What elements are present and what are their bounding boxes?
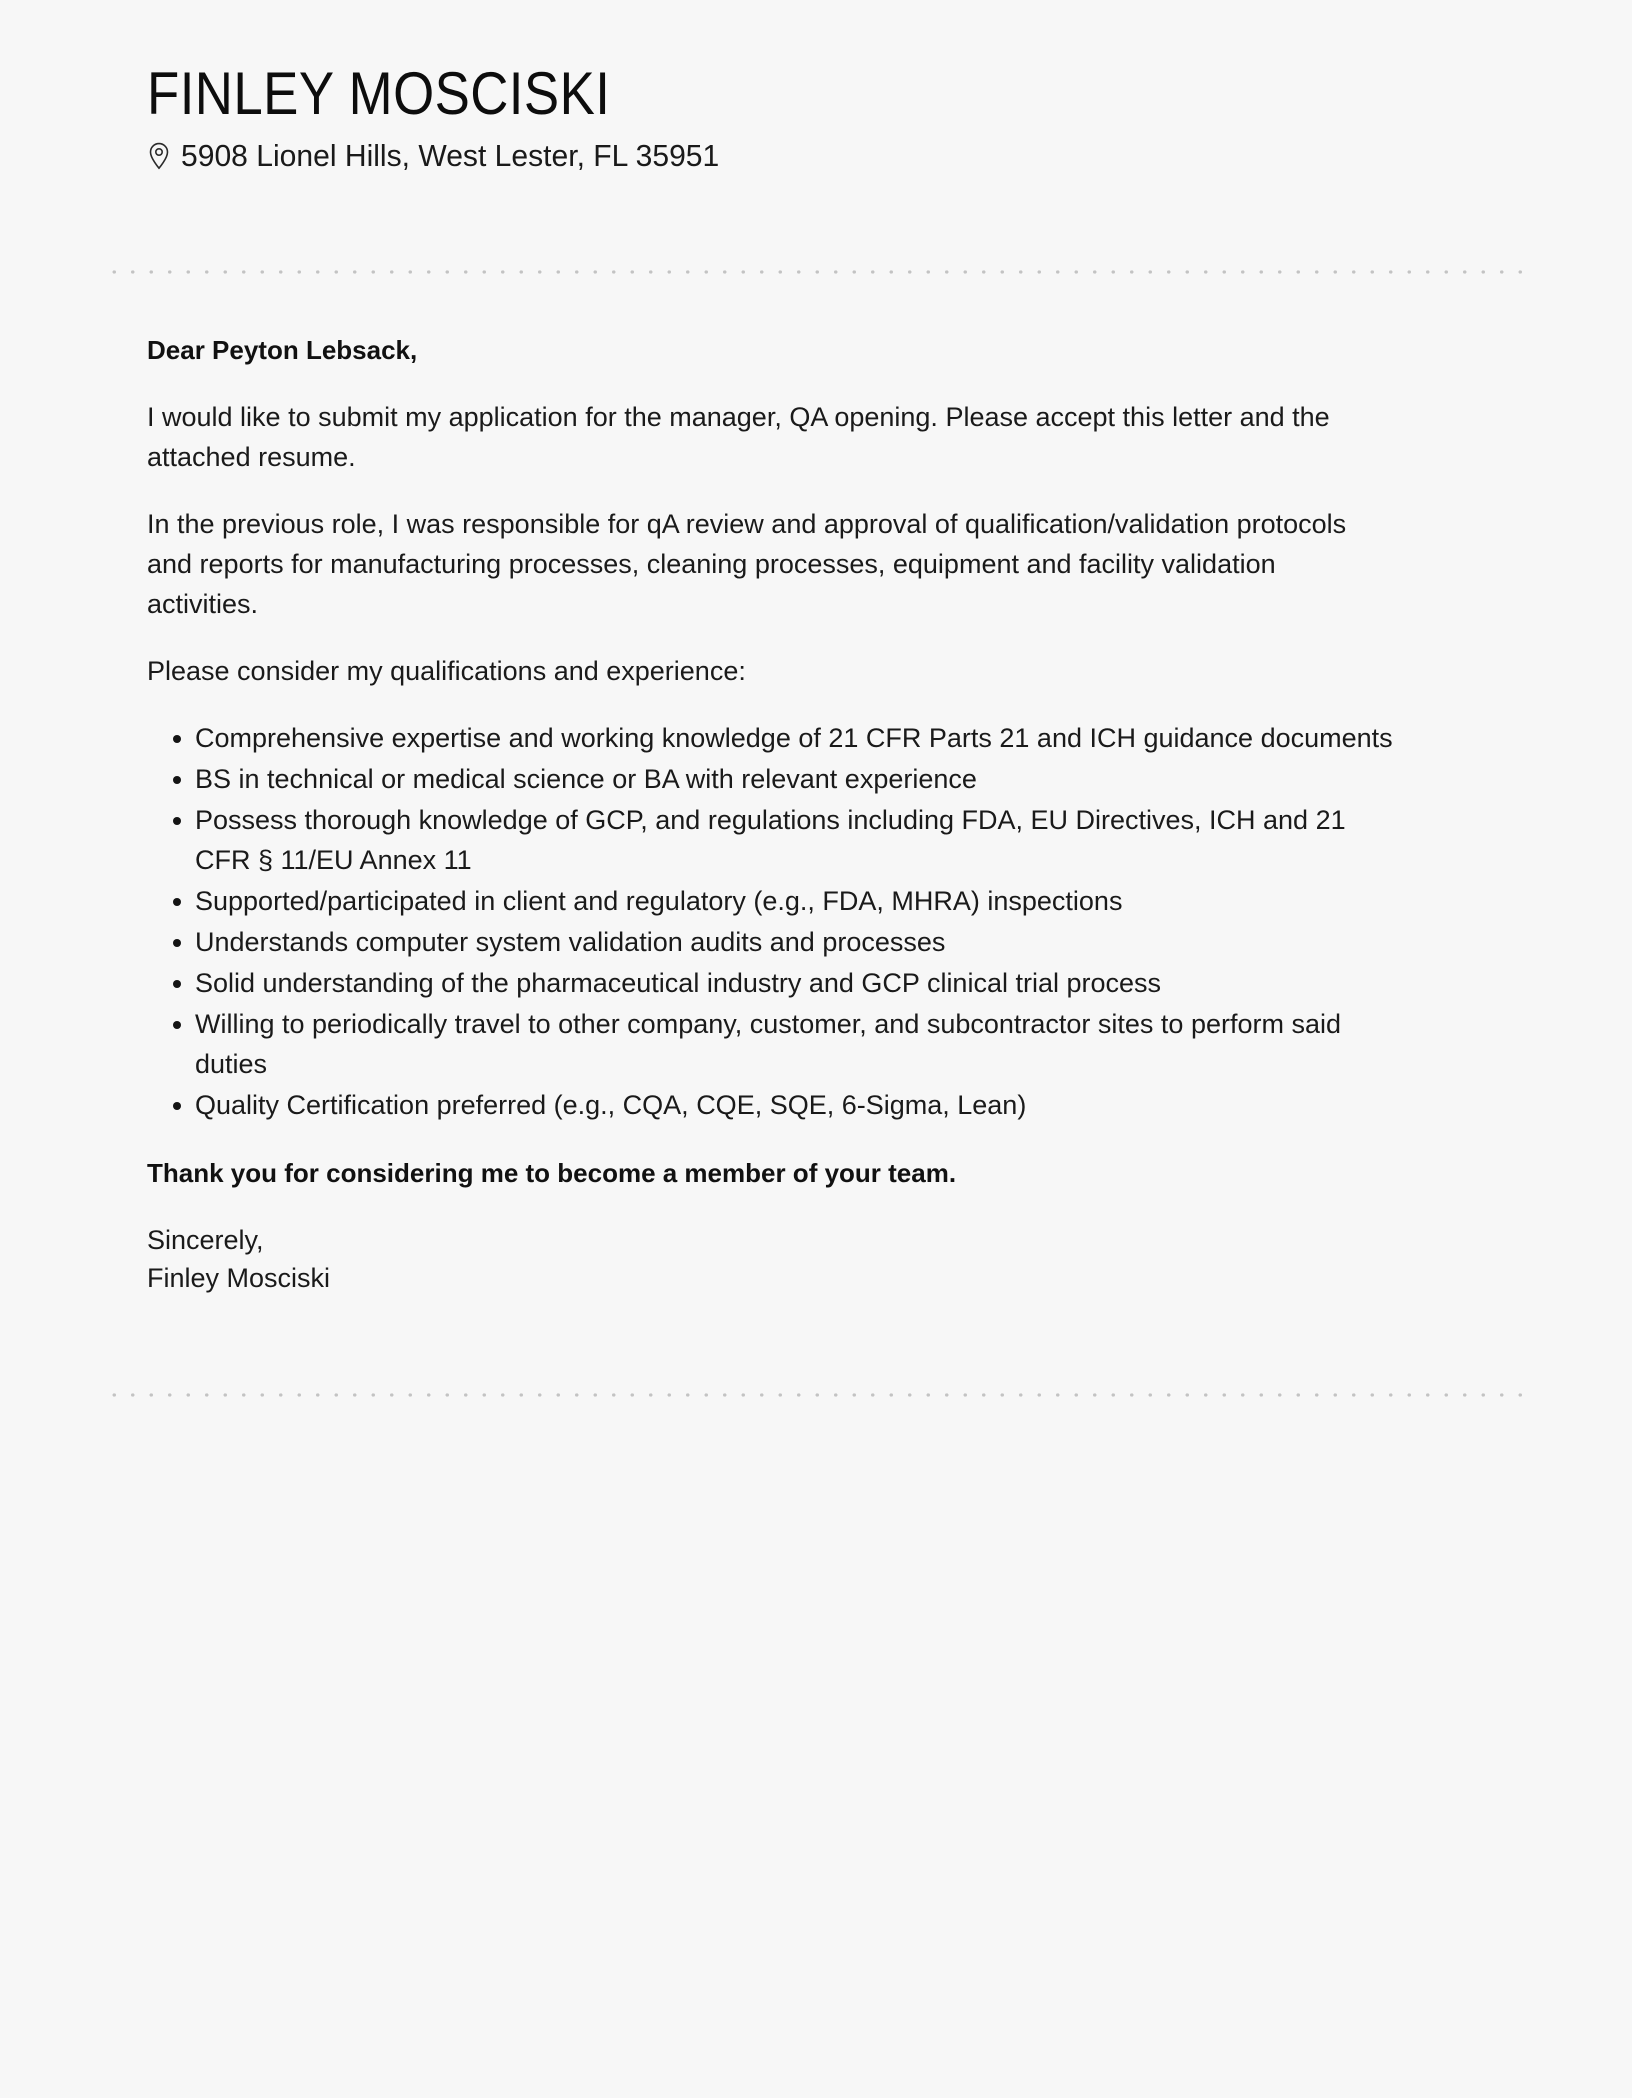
- signature-block: [147, 1221, 1447, 1297]
- map-pin-icon: [147, 141, 171, 171]
- letter-header: [147, 62, 1437, 176]
- list-item: BS in technical or medical science or BA with relevant experience: [147, 759, 1397, 799]
- list-item: Possess thorough knowledge of GCP, and regulations including FDA, EU Directives, ICH and 21 CFR § 11/EU Annex 11: [147, 800, 1397, 880]
- divider-bottom: [105, 1393, 1530, 1397]
- contact-address-line: [147, 136, 1437, 176]
- list-item: Supported/participated in client and regulatory (e.g., FDA, MHRA) inspections: [147, 881, 1397, 921]
- thank-you-line: Thank you for considering me to become a member of your team.: [147, 1158, 957, 1188]
- signature-name: Finley Mosciski: [147, 1263, 331, 1293]
- list-item: Quality Certification preferred (e.g., CQA, CQE, SQE, 6-Sigma, Lean): [147, 1085, 1397, 1125]
- letter-paragraph-3: Please consider my qualifications and experience:: [147, 656, 746, 686]
- qualifications-list: [147, 718, 1397, 1125]
- page-title: FINLEY MOSCISKI: [147, 60, 611, 127]
- letter-paragraph-1: I would like to submit my application for the manager, QA opening. Please accept this letter and the attached resume.: [147, 402, 1330, 472]
- salutation: Dear Peyton Lebsack,: [147, 335, 418, 365]
- list-item: Comprehensive expertise and working knowledge of 21 CFR Parts 21 and ICH guidance documents: [147, 718, 1397, 758]
- list-item: Understands computer system validation audits and processes: [147, 922, 1397, 962]
- divider-top: [105, 270, 1530, 274]
- closing-salutation: Sincerely,: [147, 1225, 264, 1255]
- list-item: Solid understanding of the pharmaceutical industry and GCP clinical trial process: [147, 963, 1397, 1003]
- letter-paragraph-2: In the previous role, I was responsible for qA review and approval of qualification/validation protocols and reports for manufacturing processes, cleaning processes, equipment and facility validation activities.: [147, 509, 1347, 619]
- contact-address-text: 5908 Lionel Hills, West Lester, FL 35951: [181, 138, 720, 173]
- list-item: Willing to periodically travel to other company, customer, and subcontractor sites to perform said duties: [147, 1004, 1397, 1084]
- letter-body: [147, 333, 1447, 1297]
